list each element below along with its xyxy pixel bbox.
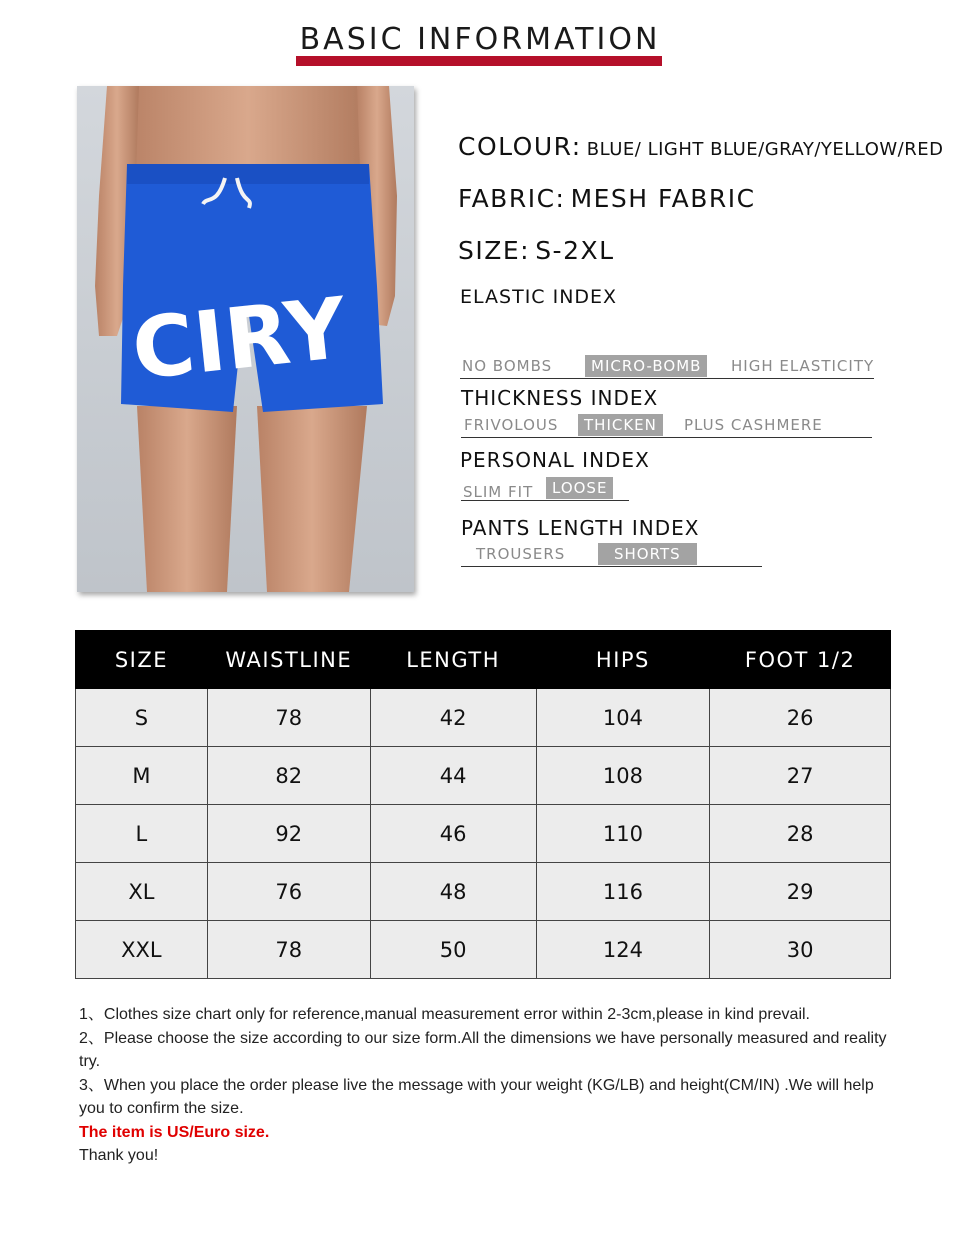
cell-hips: 124 — [536, 921, 710, 979]
cell-foot: 26 — [710, 689, 891, 747]
cell-hips: 116 — [536, 863, 710, 921]
cell-hips: 110 — [536, 805, 710, 863]
shorts-illustration — [77, 86, 414, 592]
table-row — [76, 747, 891, 805]
personal-option-slim-fit: SLIM FIT — [463, 483, 534, 501]
colour-label: COLOUR: — [458, 132, 582, 161]
cell-size: L — [76, 805, 208, 863]
personal-option-loose: LOOSE — [546, 477, 613, 499]
section-header — [0, 22, 960, 57]
table-header-row — [76, 631, 891, 689]
column-header-foot: FOOT 1/2 — [710, 631, 891, 689]
table-row — [76, 805, 891, 863]
pants-length-option-trousers: TROUSERS — [476, 545, 566, 563]
cell-size: XXL — [76, 921, 208, 979]
size-label: SIZE: — [458, 236, 531, 265]
header-accent-bar — [296, 56, 662, 66]
colour-line — [458, 132, 943, 161]
cell-length: 48 — [370, 863, 536, 921]
elastic-option-no-bombs: NO BOMBS — [462, 357, 553, 375]
cell-foot: 28 — [710, 805, 891, 863]
cell-foot: 27 — [710, 747, 891, 805]
size-chart-table — [75, 630, 891, 979]
pants-length-index-title: PANTS LENGTH INDEX — [461, 516, 700, 540]
thickness-option-thicken: THICKEN — [578, 414, 663, 436]
thickness-index-title: THICKNESS INDEX — [461, 386, 659, 410]
column-header-waistline: WAISTLINE — [207, 631, 370, 689]
cell-length: 42 — [370, 689, 536, 747]
product-photo — [77, 86, 414, 592]
fabric-label: FABRIC: — [458, 184, 566, 213]
elastic-index-title: ELASTIC INDEX — [460, 286, 618, 308]
column-header-hips: HIPS — [536, 631, 710, 689]
fabric-line — [458, 184, 756, 213]
note-thanks: Thank you! — [79, 1147, 159, 1164]
table-row — [76, 863, 891, 921]
cell-waistline: 82 — [207, 747, 370, 805]
thickness-option-plus-cashmere: PLUS CASHMERE — [684, 416, 823, 434]
size-notes — [79, 1003, 899, 1168]
cell-size: S — [76, 689, 208, 747]
personal-index-title: PERSONAL INDEX — [460, 448, 650, 472]
table-row — [76, 921, 891, 979]
page-title: BASIC INFORMATION — [299, 22, 661, 57]
cell-waistline: 92 — [207, 805, 370, 863]
column-header-size: SIZE — [76, 631, 208, 689]
note-line-2: 2、Please choose the size according to our size form.All the dimensions we have personally measured and reality try. — [79, 1029, 887, 1070]
cell-hips: 104 — [536, 689, 710, 747]
note-line-3: 3、When you place the order please live the message with your weight (KG/LB) and height(CM/IN) .We will help you to confirm the size. — [79, 1076, 874, 1117]
cell-length: 46 — [370, 805, 536, 863]
fabric-value: MESH FABRIC — [570, 184, 756, 213]
size-line — [458, 236, 615, 265]
shorts-graphic-text: CIRY — [127, 278, 351, 399]
cell-foot: 30 — [710, 921, 891, 979]
cell-waistline: 78 — [207, 921, 370, 979]
elastic-option-micro-bomb: MICRO-BOMB — [585, 355, 707, 377]
cell-foot: 29 — [710, 863, 891, 921]
thickness-option-frivolous: FRIVOLOUS — [464, 416, 559, 434]
note-size-highlight: The item is US/Euro size. — [79, 1123, 270, 1141]
pants-length-index-scale — [461, 543, 762, 567]
elastic-option-high-elasticity: HIGH ELASTICITY — [731, 357, 875, 375]
pants-length-option-shorts: SHORTS — [598, 543, 697, 565]
cell-size: XL — [76, 863, 208, 921]
cell-length: 44 — [370, 747, 536, 805]
elastic-index-scale — [460, 355, 874, 379]
column-header-length: LENGTH — [370, 631, 536, 689]
cell-length: 50 — [370, 921, 536, 979]
cell-waistline: 78 — [207, 689, 370, 747]
note-line-1: 1、Clothes size chart only for reference,manual measurement error within 2-3cm,please in kind prevail. — [79, 1006, 810, 1023]
colour-value: BLUE/ LIGHT BLUE/GRAY/YELLOW/RED — [586, 139, 944, 160]
table-row — [76, 689, 891, 747]
size-value: S-2XL — [535, 236, 615, 265]
thickness-index-scale — [461, 414, 872, 438]
cell-waistline: 76 — [207, 863, 370, 921]
cell-hips: 108 — [536, 747, 710, 805]
personal-index-scale — [461, 477, 629, 501]
cell-size: M — [76, 747, 208, 805]
